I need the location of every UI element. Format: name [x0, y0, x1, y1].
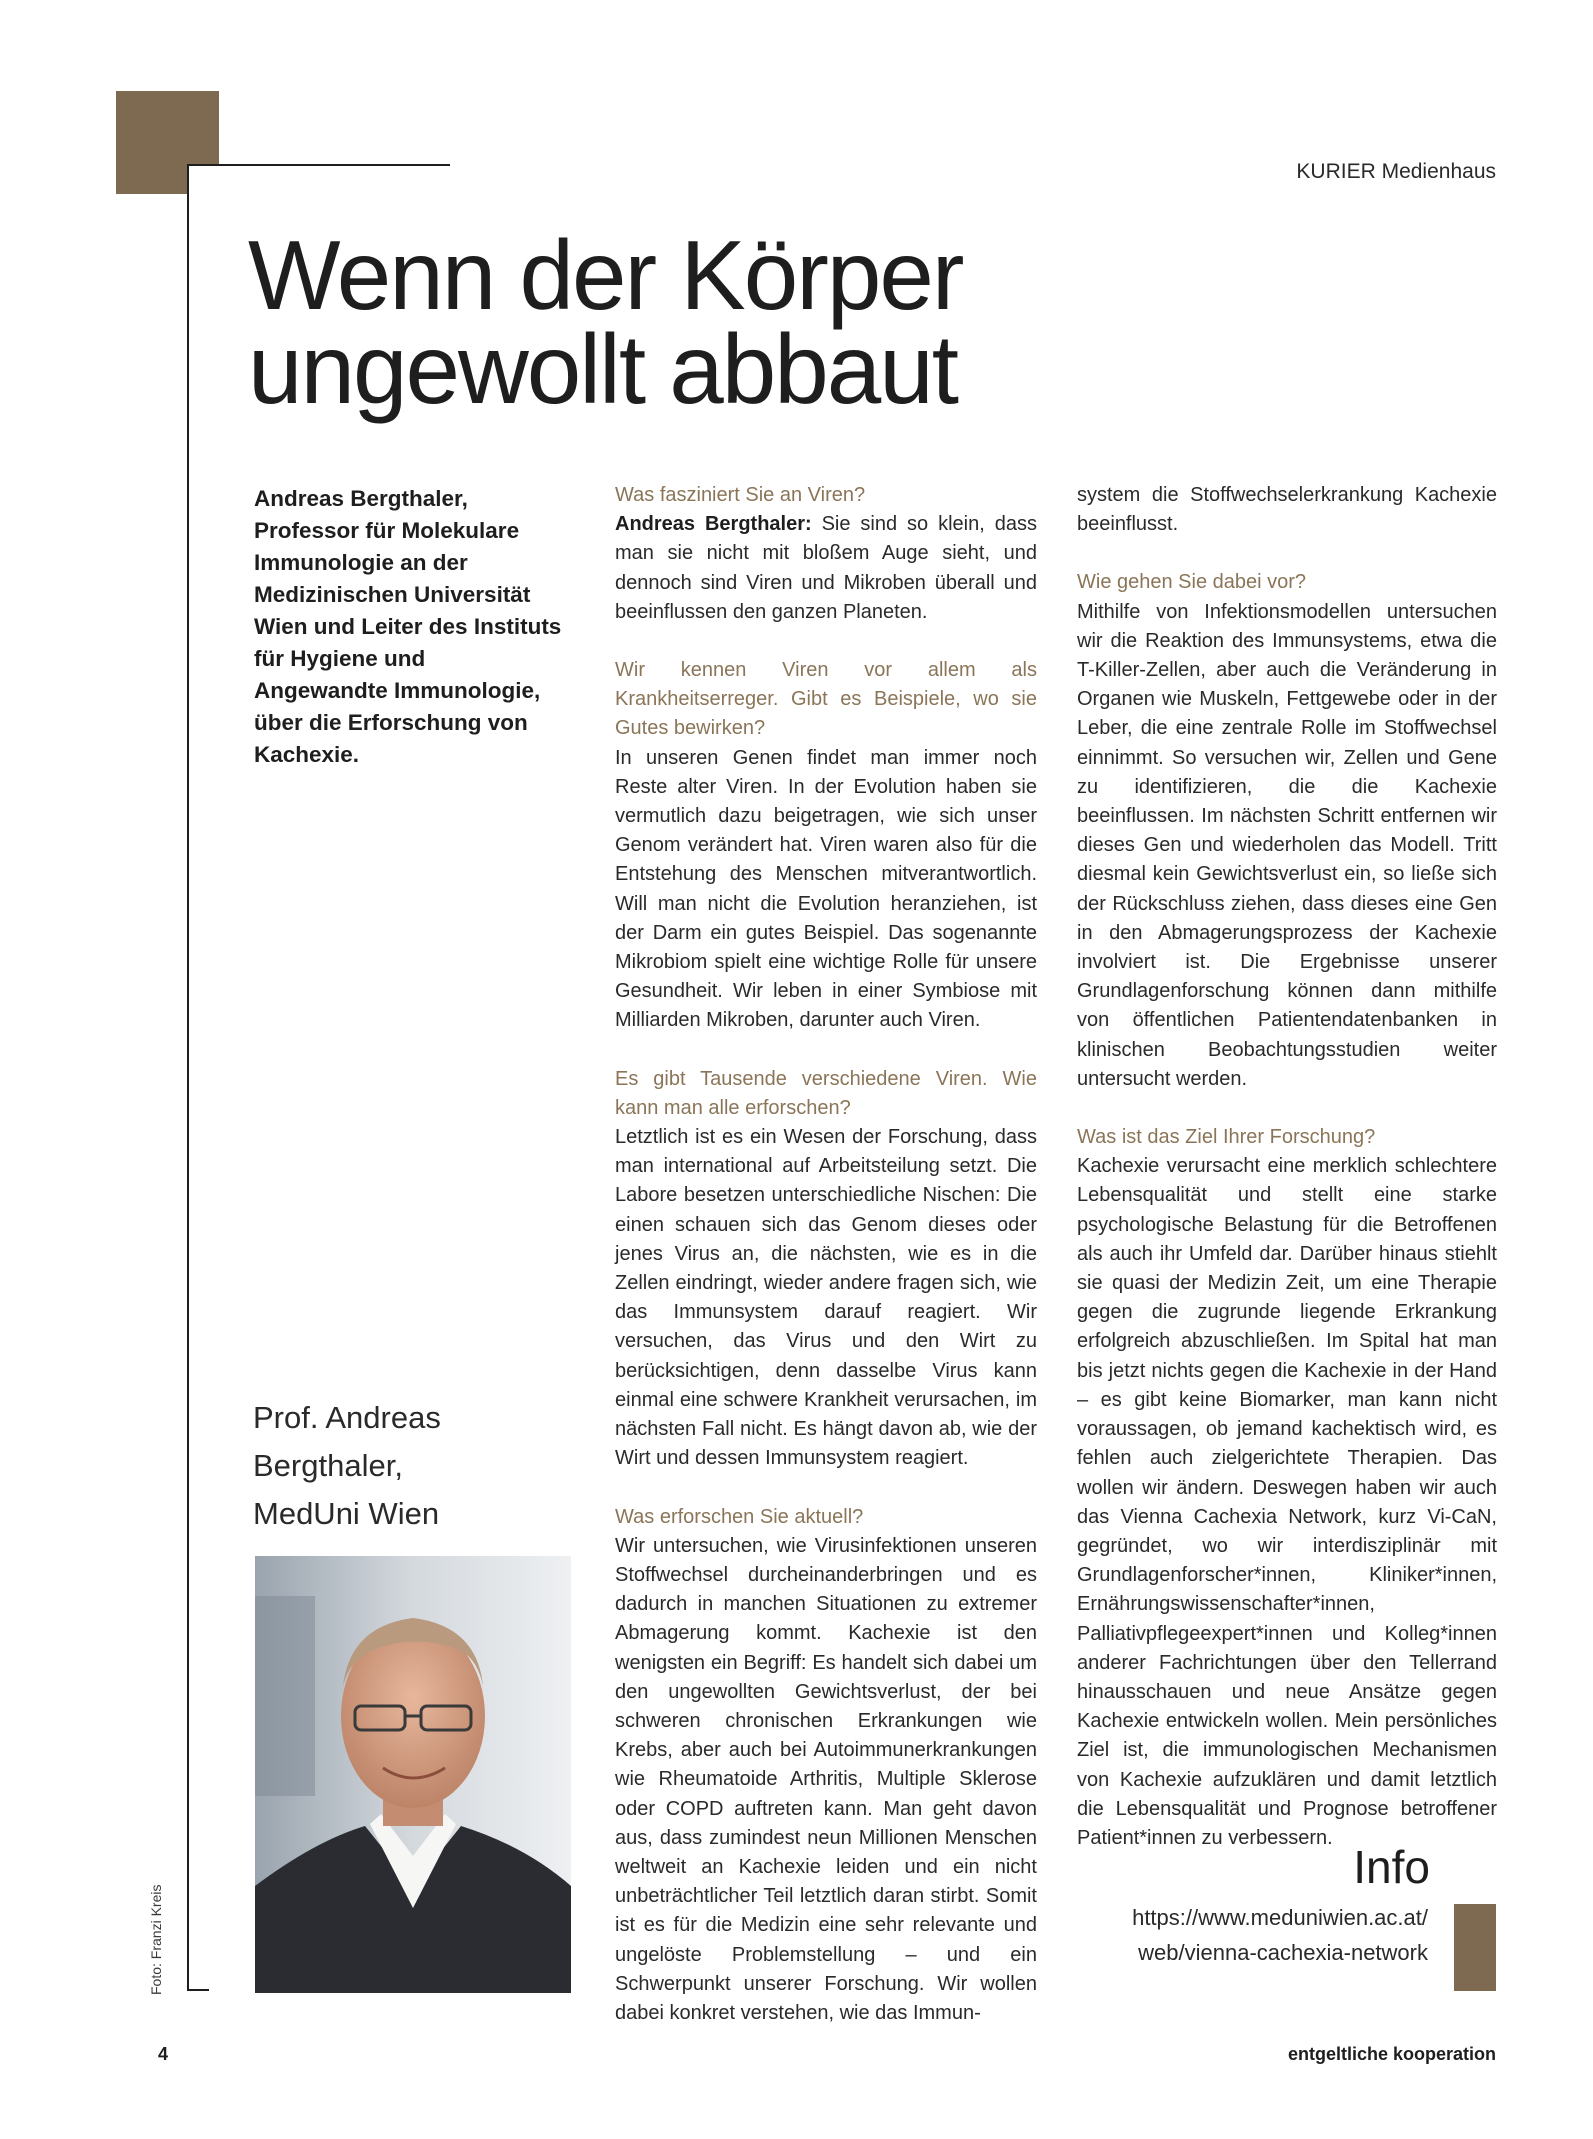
publisher-label: KURIER Medienhaus [1296, 160, 1496, 183]
bottom-rule [187, 1989, 209, 1991]
photo-caption: Prof. Andreas Bergthaler, MedUni Wien [253, 1400, 441, 1531]
side-rule [187, 164, 189, 1991]
answer-1: Sie sind so klein, dass man sie nicht mit bloßem Auge sieht, und dennoch sind Viren und Mikroben überall und beeinflussen den ganzen Planeten. [615, 513, 1037, 623]
question-1: Was fasziniert Sie an Viren? [615, 484, 866, 506]
info-accent-block [1454, 1904, 1496, 1991]
page-title: Wenn der Körper ungewollt abbaut [248, 220, 963, 424]
answer-2: In unseren Genen findet man immer noch Reste alter Viren. In der Evolution haben sie vermutlich dazu beigetragen, wie sich unser Genom verändert hat. Viren waren also für die Entstehung des Menschen mitverantwortlich. Will man nicht die Evolution heranziehen, ist der Darm ein gutes Beispiel. Das sogenannte Mikrobiom spielt eine wichtige Rolle für unsere Gesundheit. Wir leben in einer Symbiose mit Milliarden Mikroben, darunter auch Viren. [615, 746, 1037, 1032]
question-6: Was ist das Ziel Ihrer Forschung? [1077, 1126, 1376, 1149]
info-heading: Info [1353, 1841, 1430, 1893]
intro-text: Andreas Bergthaler, Professor für Molekulare Immunologie an der Medizinischen Universität Wien und Leiter des Instituts für Hygiene und Angewandte Immunologie, über die Erforschung von Kachexie. [254, 486, 562, 767]
speaker-name: Andreas Bergthaler: [615, 513, 812, 536]
question-3: Es gibt Tausende verschiedene Viren. Wie kann man alle erforschen? [615, 1067, 1037, 1119]
footer-label: entgeltliche kooperation [1287, 2044, 1496, 2064]
answer-4: Wir untersuchen, wie Virusinfektionen unseren Stoffwechsel durcheinanderbringen und es dadurch in manchen Situationen zu extremer Abmagerung kommt. Kachexie ist den wenigsten ein Begriff: Es handelt sich dabei um den ungewollten Gewichtsverlust, der bei schweren chronischen Erkrankungen wie Krebs, aber auch bei Autoimmunerkrankungen wie Rheumatoide Arthritis, Multiple Sklerose oder COPD auftreten kann. Man geht davon aus, dass zumindest neun Millionen Menschen weltweit an Kachexie leiden und ein nicht unbeträchtlicher Teil letztlich daran stirbt. Somit ist es für die Medizin eine sehr relevante und ungelöste Problemstellung – und ein Schwerpunkt unserer Forschung. Wir wollen dabei konkret verstehen, wie das Immun- [615, 1534, 1037, 2024]
corner-accent-cutout [188, 165, 228, 205]
portrait-illustration [255, 1556, 571, 1993]
photo-credit: Foto: Franzi Kreis [148, 1884, 164, 1995]
answer-5: Mithilfe von Infektionsmodellen untersuchen wir die Reaktion des Immunsystems, etwa die T-Killer-Zellen, aber auch die Veränderung in Organen wie Muskeln, Fettgewebe oder in der Leber, die eine zentrale Rolle im Stoffwechsel einnimmt. So versuchen wir, Zellen und Gene zu identifizieren, die die Kachexie beeinflussen. Im nächsten Schritt entfernen wir dieses Gen und wiederholen das Modell. Tritt diesmal kein Gewichtsverlust ein, so ließe sich der Rückschluss ziehen, dass dieses eine Gen in den Abmagerungsprozess der Kachexie involviert ist. Die Ergebnisse unserer Grundlagenforschung können dann mithilfe von öffentlichen Patientendatenbanken in klinischen Beobachtungsstudien weiter untersucht werden. [1077, 600, 1497, 1090]
answer-4-continued: system die Stoffwechselerkrankung Kachexie beeinflusst. [1077, 484, 1497, 536]
answer-6: Kachexie verursacht eine merklich schlechtere Lebensqualität und stellt eine starke psychologische Belastung für die Betroffenen als auch ihr Umfeld dar. Darüber hinaus stiehlt sie quasi der Medizin Zeit, um eine Therapie gegen die zugrunde liegende Erkrankung erfolgreich abzuschließen. Im Spital hat man bis jetzt nichts gegen die Kachexie in der Hand – es gibt keine Biomarker, man kann nicht voraussagen, ob jemand kachektisch wird, es fehlen auch zielgerichtete Therapien. Das wollen wir ändern. Deswegen haben wir auch das Vienna Cachexia Network, kurz Vi-CaN, gegründet, wo wir interdisziplinär mit Grundlagenforscher*innen, Kliniker*innen, Ernährungswissenschafter*innen, Palliativpflegeexpert*innen und Kolleg*innen anderer Fachrichtungen über den Tellerrand hinausschauen und neue Ansätze gegen Kachexie entwickeln wollen. Mein persönliches Ziel ist, die immunologischen Mechanismen von Kachexie aufzuklären und damit letztlich die Lebensqualität und Prognose betroffener Patient*innen zu verbessern. [1077, 1155, 1497, 1849]
question-4: Was erforschen Sie aktuell? [615, 1505, 864, 1528]
top-rule [188, 164, 450, 166]
answer-3: Letztlich ist es ein Wesen der Forschung, dass man international auf Arbeitsteilung setzt. Die Labore besetzen unterschiedliche Nischen: Die einen schauen sich das Genom dieses oder jenes Virus an, die nächsten, wie es in die Zellen eindringt, wieder andere fragen sich, wie das Immunsystem darauf reagiert. Wir versuchen, das Virus und den Wirt zu berücksichtigen, denn dasselbe Virus kann einmal eine schwere Krankheit verursachen, im nächsten Fall nicht. Es hängt davon ab, wie der Wirt und dessen Immunsystem reagiert. [615, 1126, 1037, 1470]
info-link[interactable]: https://www.meduniwien.ac.at/ web/vienna-cachexia-network [1132, 1905, 1428, 1965]
question-2: Wir kennen Viren vor allem als Krankheitserreger. Gibt es Beispiele, wo sie Gutes bewirken? [615, 659, 1037, 740]
interview-column-2 [1077, 481, 1497, 1882]
question-5: Wie gehen Sie dabei vor? [1077, 571, 1307, 594]
page-number: 4 [158, 2044, 169, 2064]
interview-column-1 [615, 481, 1037, 2057]
portrait-photo [255, 1556, 571, 1993]
